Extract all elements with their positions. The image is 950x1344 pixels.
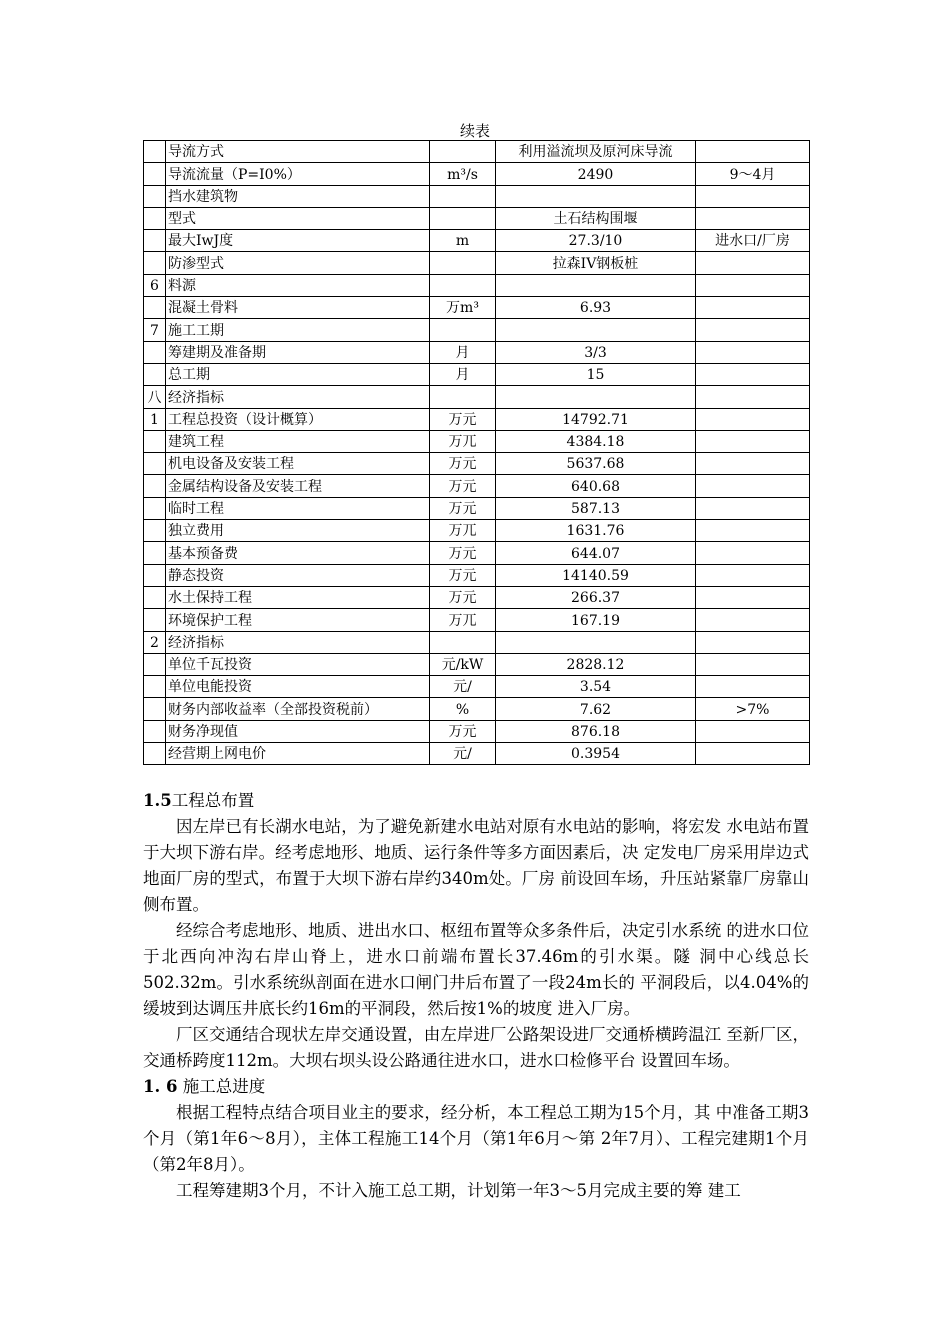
cell-item: 水土保持工程 [166,586,430,608]
cell-value: 587.13 [496,497,696,519]
cell-item: 型式 [166,207,430,229]
cell-note [696,497,810,519]
cell-unit: 万兀 [430,520,496,542]
cell-unit: 万元 [430,720,496,742]
cell-note [696,676,810,698]
cell-number [144,430,166,452]
cell-value: 27.3/10 [496,230,696,252]
cell-value: 2490 [496,163,696,185]
table-row [144,676,810,698]
cell-number [144,520,166,542]
cell-value [496,631,696,653]
cell-note [696,453,810,475]
cell-item: 环境保护工程 [166,609,430,631]
cell-item: 防渗型式 [166,252,430,274]
table-row [144,430,810,452]
cell-value: 6.93 [496,297,696,319]
cell-number: 6 [144,274,166,296]
cell-unit [430,252,496,274]
paragraph: 厂区交通结合现状左岸交通设置，由左岸进厂公路架设进厂交通桥横跨温江 至新厂区，交通桥跨度112m。大坝右坝头设公路通往进水口，进水口检修平台 设置回车场。 [143,1025,809,1070]
project-data-table [143,140,810,765]
cell-number [144,207,166,229]
cell-item: 机电设备及安装工程 [166,453,430,475]
cell-value: 644.07 [496,542,696,564]
table-row [144,564,810,586]
cell-note [696,564,810,586]
cell-number [144,542,166,564]
cell-note: 进水口/厂房 [696,230,810,252]
cell-item: 最大IwJ度 [166,230,430,252]
cell-unit: 万元 [430,408,496,430]
cell-value: 拉森IV钢板桩 [496,252,696,274]
cell-unit [430,631,496,653]
cell-number: 八 [144,386,166,408]
cell-item: 工程总投资（设计概算） [166,408,430,430]
cell-note [696,297,810,319]
cell-item: 混凝土骨料 [166,297,430,319]
cell-item: 导流流量（P=I0%） [166,163,430,185]
cell-unit: 万元 [430,475,496,497]
section-heading [143,788,809,814]
cell-number [144,698,166,720]
cell-note [696,341,810,363]
cell-item: 财务内部收益率（全部投资税前） [166,698,430,720]
cell-note [696,185,810,207]
cell-number [144,609,166,631]
cell-note [696,408,810,430]
cell-value: 3.54 [496,676,696,698]
paragraph: 因左岸已有长湖水电站，为了避免新建水电站对原有水电站的影响，将宏发 水电站布置于大坝下游右岸。经考虑地形、地质、运行条件等多方面因素后，决 定发电厂房采用岸边式地面厂房的型式，布置于大坝下游右岸约340m处。厂房 前设回车场，升压站紧靠厂房靠山侧布置。 [143,817,809,914]
cell-unit: 万元 [430,542,496,564]
table-row [144,453,810,475]
cell-number [144,453,166,475]
cell-item: 施工工期 [166,319,430,341]
table-row [144,475,810,497]
cell-item: 临时工程 [166,497,430,519]
cell-unit [430,319,496,341]
table-caption: 续表 [459,122,490,140]
section-number: 1. 6 [143,1077,178,1096]
cell-unit [430,141,496,163]
cell-unit: 月 [430,363,496,385]
cell-value [496,185,696,207]
cell-value: 167.19 [496,609,696,631]
cell-value [496,319,696,341]
cell-unit: 万兀 [430,430,496,452]
cell-number: 7 [144,319,166,341]
section-heading [143,1074,809,1100]
cell-value: 14140.59 [496,564,696,586]
cell-item: 独立费用 [166,520,430,542]
cell-unit: 万元 [430,564,496,586]
table-row [144,141,810,163]
cell-unit: 万元 [430,453,496,475]
table-row [144,207,810,229]
cell-unit: 元/ [430,676,496,698]
table-row [144,252,810,274]
cell-value: 3/3 [496,341,696,363]
cell-item: 基本预备费 [166,542,430,564]
cell-number [144,497,166,519]
cell-unit: 万兀 [430,609,496,631]
table-row [144,274,810,296]
cell-unit: 万m³ [430,297,496,319]
table-row [144,520,810,542]
cell-note [696,631,810,653]
cell-note [696,609,810,631]
cell-number [144,230,166,252]
cell-note [696,653,810,675]
cell-item: 经济指标 [166,386,430,408]
cell-number [144,185,166,207]
cell-value: 266.37 [496,586,696,608]
cell-unit: m³/s [430,163,496,185]
cell-item: 挡水建筑物 [166,185,430,207]
cell-unit: % [430,698,496,720]
cell-note [696,520,810,542]
cell-value [496,386,696,408]
table-row [144,609,810,631]
cell-number [144,141,166,163]
cell-number [144,564,166,586]
cell-value: 0.3954 [496,743,696,765]
cell-unit: 元/ [430,743,496,765]
cell-note [696,430,810,452]
cell-number: 2 [144,631,166,653]
cell-note: 9〜4月 [696,163,810,185]
cell-number [144,676,166,698]
cell-value: 1631.76 [496,520,696,542]
cell-note [696,743,810,765]
cell-unit: 万元 [430,586,496,608]
cell-number: 1 [144,408,166,430]
table-row [144,743,810,765]
cell-number [144,743,166,765]
table-row [144,230,810,252]
cell-unit [430,185,496,207]
cell-number [144,252,166,274]
table-row [144,698,810,720]
cell-number [144,297,166,319]
cell-note [696,720,810,742]
cell-number [144,720,166,742]
cell-item: 建筑工程 [166,430,430,452]
table-row [144,163,810,185]
cell-value: 土石结构围堰 [496,207,696,229]
cell-item: 静态投资 [166,564,430,586]
table-row [144,408,810,430]
table-row [144,497,810,519]
cell-value: 利用溢流坝及原河床导流 [496,141,696,163]
cell-note [696,207,810,229]
table-body [144,141,810,765]
table-row [144,185,810,207]
cell-number [144,341,166,363]
section-number: 1.5 [143,791,172,810]
cell-item: 总工期 [166,363,430,385]
cell-note [696,319,810,341]
cell-item: 经营期上网电价 [166,743,430,765]
cell-note [696,363,810,385]
cell-unit [430,274,496,296]
table-row [144,363,810,385]
table-row [144,720,810,742]
cell-item: 料源 [166,274,430,296]
cell-note: >7% [696,698,810,720]
cell-note [696,386,810,408]
cell-unit: 月 [430,341,496,363]
cell-value: 15 [496,363,696,385]
cell-value: 5637.68 [496,453,696,475]
cell-note [696,252,810,274]
cell-value: 14792.71 [496,408,696,430]
cell-number [144,363,166,385]
cell-note [696,274,810,296]
paragraph: 根据工程特点结合项目业主的要求，经分析，本工程总工期为15个月，其 中准备工期3个月（第1年6〜8月），主体工程施工14个月（第1年6月〜第 2年7月）、工程完建期1个月（第2年8月）。 [143,1103,809,1174]
cell-note [696,586,810,608]
cell-value: 7.62 [496,698,696,720]
cell-unit: 元/kW [430,653,496,675]
cell-value: 876.18 [496,720,696,742]
table-row [144,341,810,363]
cell-value [496,274,696,296]
table-row [144,319,810,341]
cell-value: 640.68 [496,475,696,497]
cell-value: 2828.12 [496,653,696,675]
cell-number [144,475,166,497]
paragraph: 工程筹建期3个月，不计入施工总工期，计划第一年3〜5月完成主要的筹 建工 [176,1181,741,1200]
cell-note [696,475,810,497]
cell-item: 金属结构设备及安装工程 [166,475,430,497]
cell-item: 单位电能投资 [166,676,430,698]
cell-number [144,586,166,608]
cell-value: 4384.18 [496,430,696,452]
table-row [144,297,810,319]
cell-item: 筹建期及准备期 [166,341,430,363]
table-row [144,386,810,408]
table-row [144,542,810,564]
table-row [144,631,810,653]
cell-note [696,141,810,163]
cell-note [696,542,810,564]
cell-item: 经济指标 [166,631,430,653]
cell-unit [430,207,496,229]
section-title: 工程总布置 [171,791,255,810]
cell-item: 单位千瓦投资 [166,653,430,675]
paragraph: 经综合考虑地形、地质、进出水口、枢纽布置等众多条件后，决定引水系统 的进水口位于北西向冲沟右岸山脊上，进水口前端布置长37.46m的引水渠。隧 洞中心线总长502.32m。引水系统纵剖面在进水口闸门井后布置了一段24m长的 平洞段后，以4.04%的缓坡到达调压井底长约16m的平洞段，然后按1%的坡度 进入厂房。 [143,921,809,1018]
document-body [143,788,809,1204]
cell-unit [430,386,496,408]
section-title: 施工总进度 [182,1077,266,1096]
cell-unit: m [430,230,496,252]
table-row [144,586,810,608]
cell-item: 财务净现值 [166,720,430,742]
table-row [144,653,810,675]
cell-unit: 万元 [430,497,496,519]
cell-item: 导流方式 [166,141,430,163]
cell-number [144,653,166,675]
cell-number [144,163,166,185]
